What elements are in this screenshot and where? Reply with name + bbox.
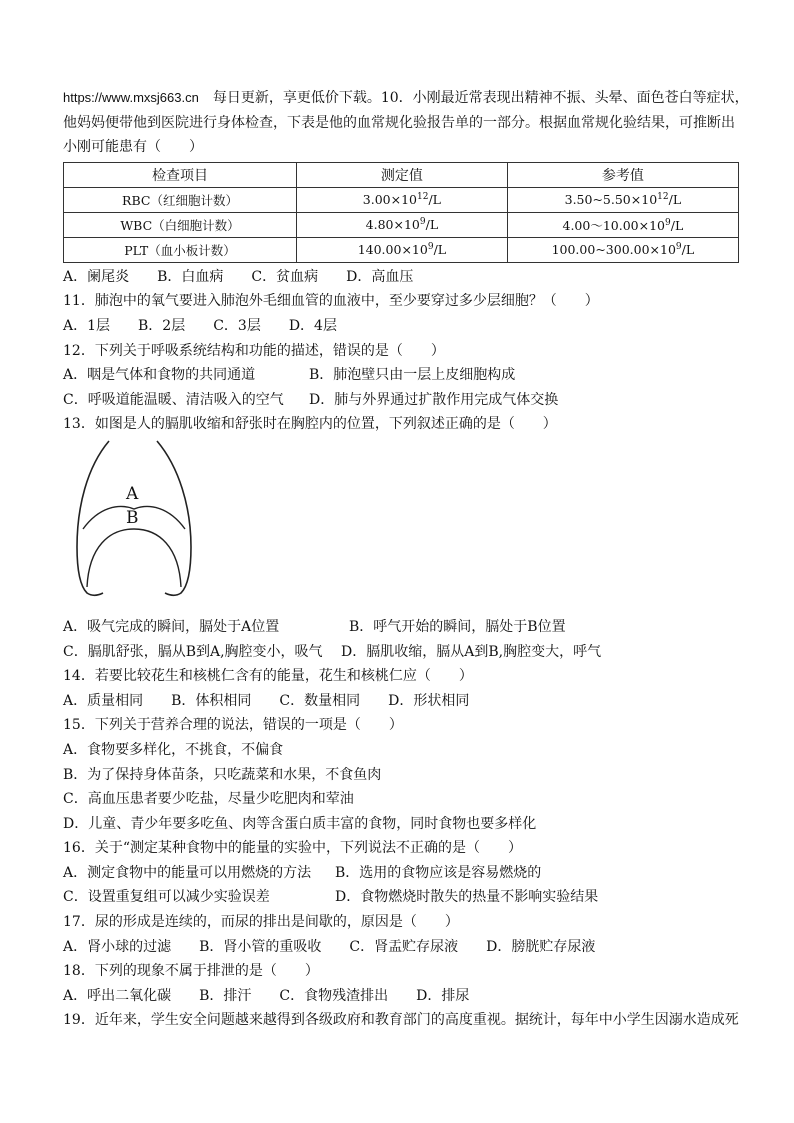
question-16-options-ab	[63, 861, 739, 886]
question-12-stem: 12．下列关于呼吸系统结构和功能的描述，错误的是（ ）	[63, 342, 445, 359]
option-a: A．咽是气体和食物的共同通道	[63, 367, 256, 384]
table-cell-reference: $100.00\sim 300.00\times 10^9/L$	[507, 237, 738, 262]
option-b: B．肺泡壁只由一层上皮细胞构成	[309, 367, 516, 384]
question-19-stem: 19．近年来，学生安全问题越来越得到各级政府和教育部门的高度重视。据统计，每年中小学生因溺水造成死	[63, 1012, 739, 1029]
table-header-item: 检查项目	[64, 162, 297, 187]
question-10-line-3: 小刚可能患有（ ）	[63, 139, 203, 156]
question-13-stem: 13．如图是人的膈肌收缩和舒张时在胸腔内的位置，下列叙述正确的是（ ）	[63, 416, 557, 433]
table-row	[64, 187, 739, 212]
option-b: B．选用的食物应该是容易燃烧的	[335, 864, 542, 881]
question-16-stem: 16．关于“测定某种食物中的能量的实验中，下列说法不正确的是（ ）	[63, 840, 522, 857]
table-cell-reference: $4.00\sim 10.00\times 10^9/L$	[507, 212, 738, 237]
thorax-diaphragm-figure	[69, 437, 199, 605]
question-13-options-ab	[63, 615, 739, 640]
question-17-stem: 17．尿的形成是连续的，而尿的排出是间歇的，原因是（ ）	[63, 914, 459, 931]
table-row	[64, 237, 739, 262]
diaphragm-diagram	[63, 437, 739, 615]
question-13-options-cd	[63, 640, 739, 665]
question-18-options: A．呼出二氧化碳 B．排汗 C．食物残渣排出 D．排尿	[63, 987, 470, 1004]
option-c: C．膈肌舒张，膈从B到A,胸腔变小，吸气	[63, 643, 323, 660]
option-d: D．食物燃烧时散失的热量不影响实验结果	[335, 889, 599, 906]
table-cell-reference: $3.50\sim 5.50\times 10^{12}/L$	[507, 187, 738, 212]
table-header-row	[64, 162, 739, 187]
table-header-reference: 参考值	[507, 162, 738, 187]
question-17-options: A．肾小球的过滤 B．肾小管的重吸收 C．肾盂贮存尿液 D．膀胱贮存尿液	[63, 938, 596, 955]
diagram-label-b: B	[126, 507, 139, 528]
option-c: C．呼吸道能温暖、清洁吸入的空气	[63, 391, 284, 408]
table-row	[64, 212, 739, 237]
question-10-options: A．阑尾炎 B．白血病 C．贫血病 D．高血压	[63, 268, 414, 285]
option-a: A．测定食物中的能量可以用燃烧的方法	[63, 864, 312, 881]
option-a: A．吸气完成的瞬间，膈处于A位置	[63, 618, 280, 635]
question-15-option-b: B．为了保持身体苗条，只吃蔬菜和水果，不食鱼肉	[63, 766, 382, 783]
option-c: C．设置重复组可以减少实验误差	[63, 889, 270, 906]
question-16-options-cd	[63, 885, 739, 910]
question-15-option-d: D．儿童、青少年要多吃鱼、肉等含蛋白质丰富的食物，同时食物也要多样化	[63, 815, 537, 832]
question-10-line-1: https://www.mxsj663.cn 每日更新，享更低价下载。10．小刚最近常表现出精神不振、头晕、面色苍白等症状，	[63, 90, 749, 106]
table-cell-item: RBC（红细胞计数）	[64, 187, 297, 212]
question-10-line-2: 他妈妈便带他到医院进行身体检查，下表是他的血常规化验报告单的一部分。根据血常规化验结果，可推断出	[63, 114, 735, 131]
option-d: D．膈肌收缩，膈从A到B,胸腔变大，呼气	[341, 643, 602, 660]
option-b: B．呼气开始的瞬间，膈处于B位置	[349, 618, 566, 635]
table-cell-measured: $3.00\times 10^{12}/L$	[297, 187, 508, 212]
thorax-outline-right	[157, 441, 191, 595]
option-d: D．肺与外界通过扩散作用完成气体交换	[309, 391, 559, 408]
question-12-options-ab	[63, 363, 739, 388]
question-14-options: A．质量相同 B．体积相同 C．数量相同 D．形状相同	[63, 692, 470, 709]
diagram-label-a: A	[126, 483, 139, 504]
question-15-stem: 15．下列关于营养合理的说法，错误的一项是（ ）	[63, 717, 403, 734]
question-11-options: A．1层 B．2层 C．3层 D．4层	[63, 317, 337, 334]
blood-test-table	[63, 162, 739, 263]
question-18-stem: 18．下列的现象不属于排泄的是（ ）	[63, 963, 319, 980]
question-12-options-cd	[63, 388, 739, 413]
table-cell-measured: $4.80\times 10^9/L$	[297, 212, 508, 237]
document-page	[63, 86, 749, 1033]
source-url[interactable]: https://www.mxsj663.cn	[63, 90, 199, 105]
table-cell-item: PLT（血小板计数）	[64, 237, 297, 262]
question-15-option-c: C．高血压患者要少吃盐，尽量少吃肥肉和荤油	[63, 791, 354, 808]
diaphragm-position-b	[87, 529, 181, 587]
question-15-option-a: A．食物要多样化，不挑食，不偏食	[63, 741, 284, 758]
question-14-stem: 14．若要比较花生和核桃仁含有的能量，花生和核桃仁应（ ）	[63, 668, 473, 685]
table-cell-item: WBC（白细胞计数）	[64, 212, 297, 237]
table-header-measured: 测定值	[297, 162, 508, 187]
question-11-stem: 11．肺泡中的氧气要进入肺泡外毛细血管的血液中，至少要穿过多少层细胞？（ ）	[63, 293, 599, 310]
table-cell-measured: $140.00\times 10^9/L$	[297, 237, 508, 262]
